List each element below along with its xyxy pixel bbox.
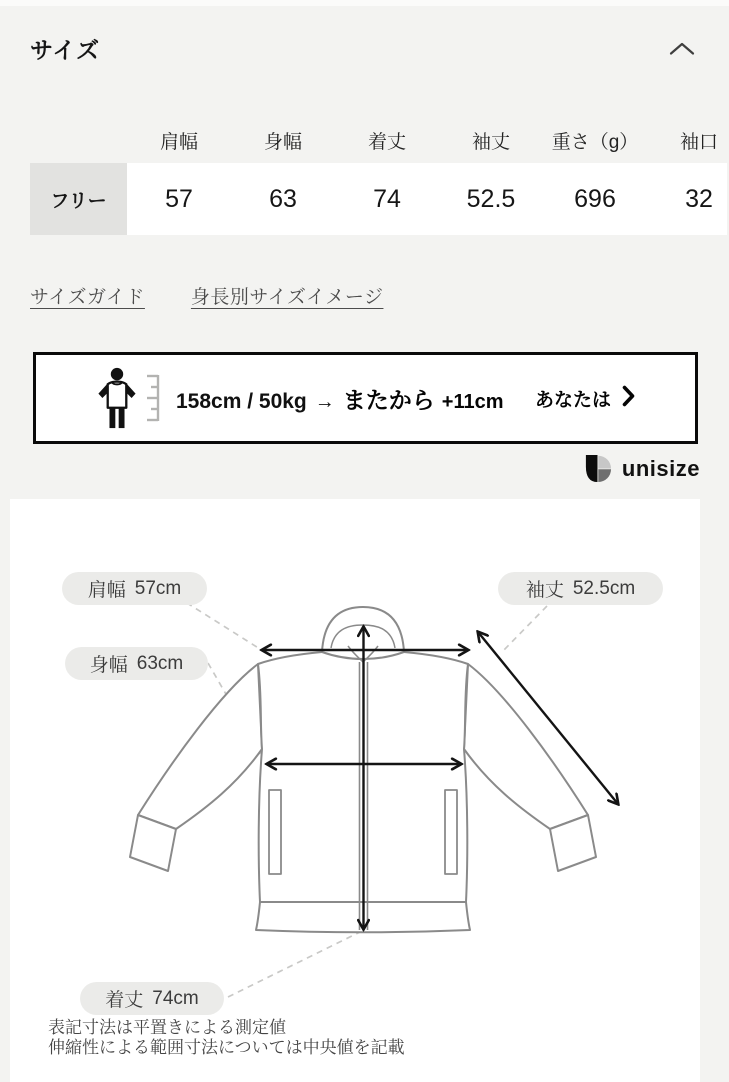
- measure-value: 74cm: [152, 987, 199, 1009]
- fit-value-text: +11cm: [441, 390, 504, 413]
- size-table-header-row: [30, 118, 727, 163]
- size-table-row-free: [30, 163, 727, 235]
- corner-cell: [30, 118, 127, 163]
- cell-cuff: 32: [647, 163, 727, 235]
- cell-weight: 696: [543, 163, 647, 235]
- unisize-logo-text: unisize: [621, 455, 700, 481]
- your-size-cta[interactable]: [535, 385, 635, 412]
- unisize-logo-icon: [583, 454, 612, 483]
- cta-label: あなたは: [534, 389, 611, 411]
- cell-length: 74: [335, 163, 439, 235]
- measure-value: 57cm: [134, 577, 182, 599]
- shoulder-width-label: [62, 572, 207, 605]
- fit-summary: [176, 382, 504, 415]
- size-table: [30, 118, 727, 235]
- note-line: 表記寸法は平置きによる測定値: [48, 1018, 286, 1037]
- col-header-length: 着丈: [367, 132, 406, 153]
- arrow-right-glyph: →: [314, 390, 335, 413]
- col-header-shoulder: 肩幅: [159, 132, 198, 153]
- note-line: 伸縮性による範囲寸法については中央値を記載: [48, 1038, 405, 1057]
- chevron-up-icon: [669, 44, 695, 59]
- measure-value: 52.5cm: [572, 577, 636, 599]
- unisize-brand-row: [0, 453, 700, 484]
- col-header-cuff: 袖口: [679, 132, 718, 153]
- height-size-image-link[interactable]: 身長別サイズイメージ: [190, 286, 384, 308]
- size-table-container: [30, 118, 727, 235]
- measure-value: 63cm: [136, 652, 184, 674]
- col-header-body-width: 身幅: [263, 132, 302, 153]
- cell-body-width: 63: [231, 163, 335, 235]
- measure-name: 肩幅: [87, 580, 126, 601]
- garment-length-label: [80, 982, 224, 1015]
- unisize-recommendation-banner[interactable]: [33, 352, 698, 444]
- measurement-notes: [48, 1018, 405, 1058]
- measurement-diagram-card: [10, 499, 700, 1082]
- measure-name: 身幅: [89, 655, 128, 676]
- cell-shoulder: 57: [127, 163, 231, 235]
- collapse-section-button[interactable]: [669, 41, 695, 56]
- sleeve-length-label: [498, 572, 663, 605]
- height-ruler-icon: [145, 374, 160, 422]
- size-guide-link[interactable]: サイズガイド: [30, 286, 145, 308]
- measure-name: 袖丈: [525, 580, 564, 601]
- cell-sleeve: 52.5: [439, 163, 543, 235]
- links-row: [30, 283, 729, 307]
- row-label: フリー: [30, 163, 127, 235]
- col-header-sleeve: 袖丈: [471, 132, 510, 153]
- user-profile-text: 158cm / 50kg: [176, 389, 307, 413]
- page-title: サイズ: [30, 36, 101, 63]
- measure-name: 着丈: [105, 990, 144, 1011]
- col-header-weight: 重さ（g）: [551, 132, 639, 153]
- body-width-label: [65, 647, 208, 680]
- chevron-right-icon: [622, 385, 635, 412]
- size-section-header[interactable]: [0, 0, 729, 62]
- top-divider: [0, 0, 729, 6]
- fit-part-text: またから: [342, 386, 435, 413]
- person-icon: [94, 366, 140, 430]
